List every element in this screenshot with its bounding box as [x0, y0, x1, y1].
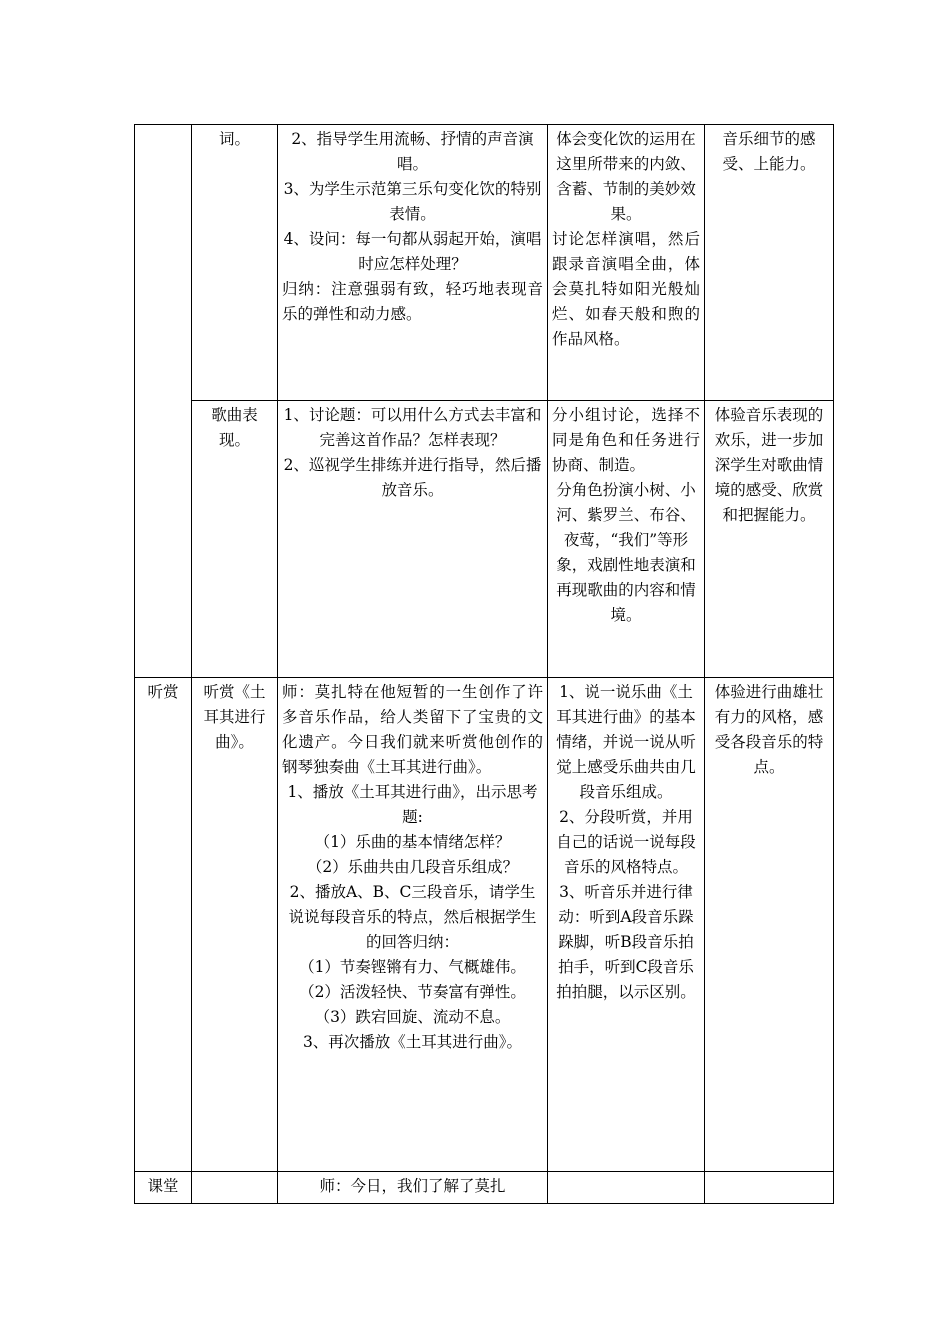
- topic-cell: [192, 1172, 278, 1204]
- table-row: [135, 678, 834, 1172]
- topic-cell: 词。: [192, 125, 278, 401]
- lesson-plan-table: [134, 124, 834, 1204]
- student-activity-cell: [548, 1172, 705, 1204]
- teacher-activity-cell: 师：今日，我们了解了莫扎: [278, 1172, 548, 1204]
- stage-cell: 课堂: [135, 1172, 192, 1204]
- table-row: [135, 401, 834, 678]
- stage-cell: 听赏: [135, 678, 192, 1172]
- design-intent-cell: 体验进行曲雄壮有力的风格，感受各段音乐的特点。: [705, 678, 834, 1172]
- table-row: [135, 1172, 834, 1204]
- design-intent-cell: [705, 1172, 834, 1204]
- design-intent-cell: 体验音乐表现的欢乐，进一步加深学生对歌曲情境的感受、欣赏和把握能力。: [705, 401, 834, 678]
- topic-cell: 听赏《土耳其进行曲》。: [192, 678, 278, 1172]
- teacher-activity-cell: 师：莫扎特在他短暂的一生创作了许多音乐作品，给人类留下了宝贵的文化遗产。今日我们就来听赏他创作的钢琴独奏曲《土耳其进行曲》。 1、播放《土耳其进行曲》，出示思考题: （1）乐曲的基本情绪怎样？ （2）乐曲共由几段音乐组成？ 2、播放A、B、C三段音乐，请学生说说每段音乐的特点，然后根据学生的回答归纳： （1）节奏铿锵有力、气概雄伟。 （2）活泼轻快、节奏富有弹性。 （3）跌宕回旋、流动不息。 3、再次播放《土耳其进行曲》。: [278, 678, 548, 1172]
- stage-cell: [135, 125, 192, 678]
- table-row: [135, 125, 834, 401]
- student-activity-cell: 1、说一说乐曲《土耳其进行曲》的基本情绪，并说一说从听觉上感受乐曲共由几段音乐组成。 2、分段听赏，并用自己的话说一说每段音乐的风格特点。 3、听音乐并进行律动：听到A段音乐跺跺脚，听B段音乐拍拍手，听到C段音乐拍拍腿，以示区别。: [548, 678, 705, 1172]
- design-intent-cell: 音乐细节的感受、上能力。: [705, 125, 834, 401]
- student-activity-cell: 体会变化饮的运用在这里所带来的内敛、含蓄、节制的美妙效果。 讨论怎样演唱，然后跟录音演唱全曲，体会莫扎特如阳光般灿烂、如春天般和煦的作品风格。: [548, 125, 705, 401]
- student-activity-cell: 分小组讨论，选择不同是角色和任务进行协商、制造。 分角色扮演小树、小河、紫罗兰、布谷、夜莺，“我们”等形象，戏剧性地表演和再现歌曲的内容和情境。: [548, 401, 705, 678]
- teacher-activity-cell: 1、讨论题：可以用什么方式去丰富和完善这首作品？怎样表现？ 2、巡视学生排练并进行指导，然后播放音乐。: [278, 401, 548, 678]
- teacher-activity-cell: 2、指导学生用流畅、抒情的声音演唱。 3、为学生示范第三乐句变化饮的特别表情。 4、设问：每一句都从弱起开始，演唱时应怎样处理？ 归纳：注意强弱有致，轻巧地表现音乐的弹性和动力感。: [278, 125, 548, 401]
- topic-cell: 歌曲表现。: [192, 401, 278, 678]
